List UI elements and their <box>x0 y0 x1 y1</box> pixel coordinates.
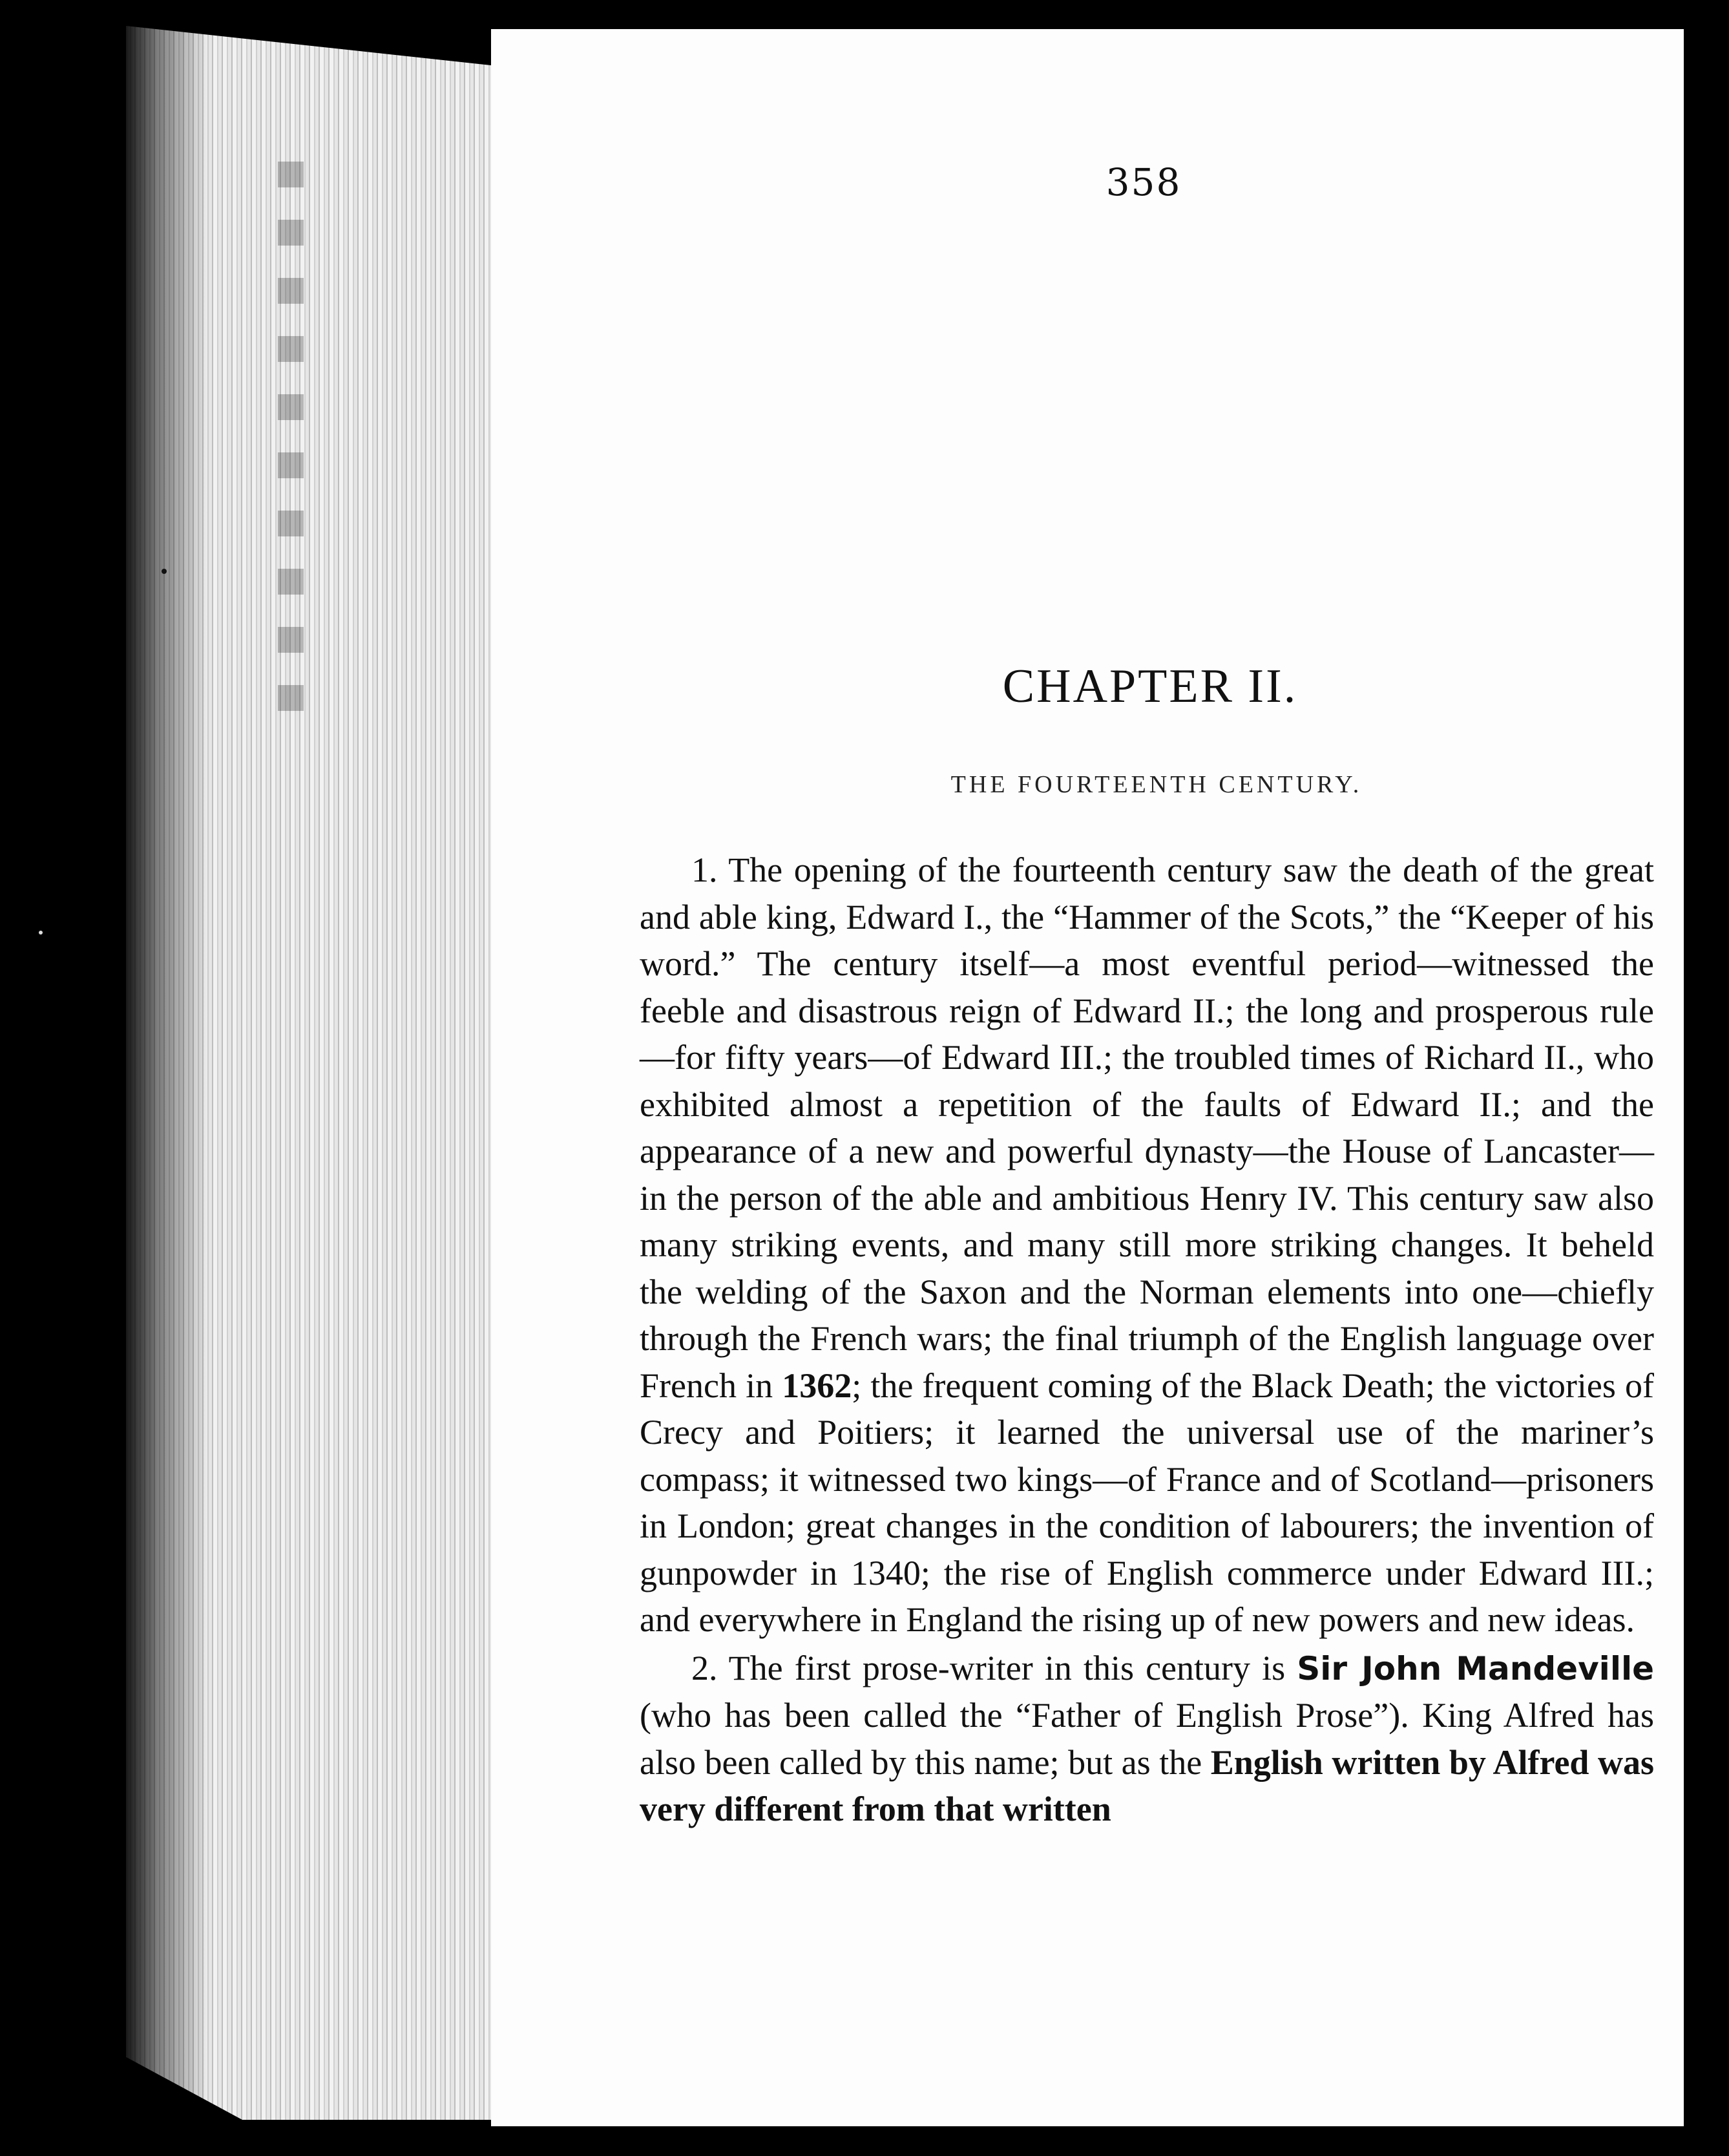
scan-speck <box>39 931 43 935</box>
chapter-title: CHAPTER II. <box>1002 660 1298 713</box>
paragraph-1-text: 1. The opening of the fourteenth century saw the death of the great and able king, Edward I., the “Hammer of the Scots,” the “Keeper of his word.” The century itself—a most eventful period—witnessed the feeble and disastrous reign of Edward II.; the long and prosperous rule—for fifty years—of Edward III.; the troubled times of Richard II., who exhibited almost a repetition of the faults of Edward II.; and the appearance of a new and powerful dynasty—the House of Lancaster—in the person of the able and ambitious Henry IV. This century saw also many striking events, and many still more striking changes. It beheld the welding of the Saxon and the Norman elements into one—chiefly through the French wars; the final triumph of the English language over French in <box>640 851 1654 1405</box>
paragraph-2 <box>640 1645 1654 1833</box>
paragraph-1 <box>640 847 1654 1643</box>
scan-right-border <box>1684 0 1729 2156</box>
author-name: Sir John Mandeville <box>1297 1649 1655 1687</box>
paragraph-2-text: 2. The first prose-writer in this century is <box>691 1648 1286 1687</box>
year-1362: 1362 <box>782 1366 852 1405</box>
scan-speck <box>162 569 167 574</box>
page-edge-streaks <box>278 162 304 743</box>
paragraph-1-text-cont: ; the frequent coming of the Black Death; the victories of Crecy and Poitiers; it learned the universal use of the mariner’s compass; it witnessed two kings—of France and of Scotland—prisoners in London; great changes in the condition of labourers; the invention of gunpowder in 1340; the rise of English commerce under Edward III.; and everywhere in England the rising up of new powers and new ideas. <box>640 1366 1655 1639</box>
chapter-subtitle: THE FOURTEENTH CENTURY. <box>950 771 1363 798</box>
book-edge-shadow <box>126 26 210 2120</box>
paragraph-2-text-cont: (who has been called the “Father of English Prose”). King Alfred has also been called by this name; but as the <box>640 1696 1654 1782</box>
paragraph-2-bold: English written by Alfred was very different from that written <box>640 1742 1655 1828</box>
page-number: 358 <box>1106 160 1182 204</box>
body-text <box>640 847 1654 1833</box>
